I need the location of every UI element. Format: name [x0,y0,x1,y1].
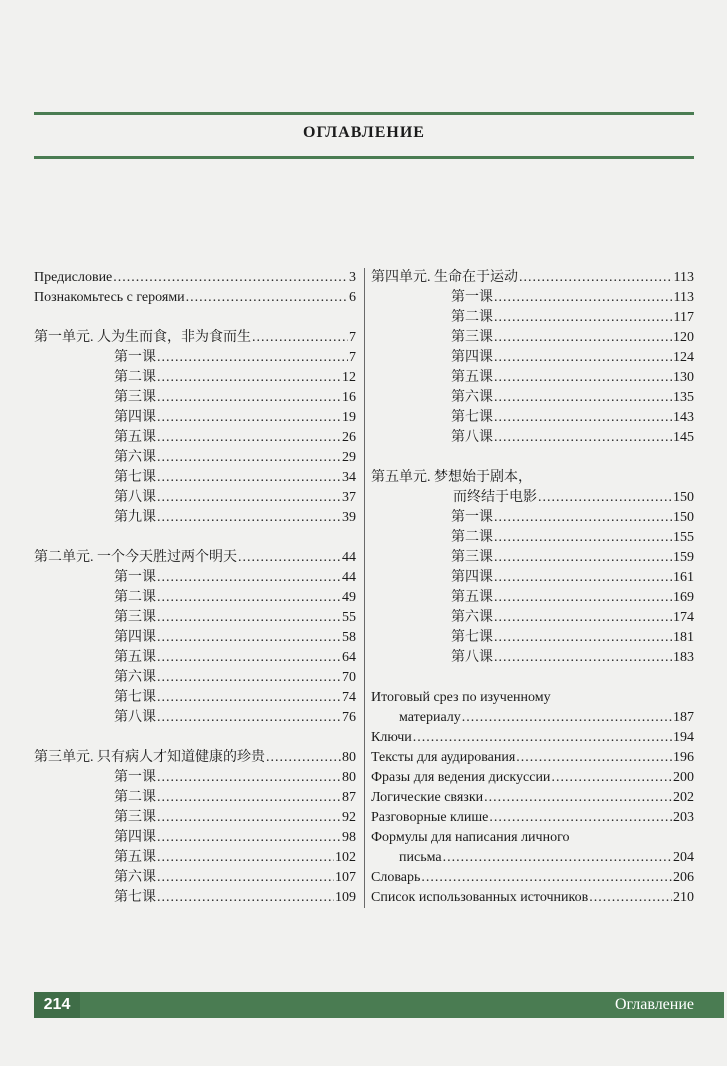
toc-entry[interactable] [34,548,356,568]
toc-entry-label: 第一课 [451,290,493,305]
leader-dots [494,328,672,348]
toc-entry[interactable] [371,628,694,648]
toc-entry-page: 80 [342,750,356,765]
toc-entry[interactable] [371,608,694,628]
toc-entry-label: 第六课 [114,450,156,465]
leader-dots [494,508,672,528]
toc-entry[interactable] [371,308,694,328]
toc-entry[interactable] [34,628,356,648]
footer-bar [34,992,724,1018]
toc-entry-page: 124 [673,350,694,365]
toc-entry-page: 196 [673,750,694,765]
toc-entry-label: 第二课 [114,790,156,805]
toc-entry[interactable] [371,788,694,808]
toc-entry[interactable] [34,328,356,348]
toc-entry-label: 第八课 [451,650,493,665]
toc-entry[interactable] [371,868,694,888]
toc-entry-label: 第三课 [114,810,156,825]
toc-right-column [371,268,694,908]
toc-entry[interactable] [34,588,356,608]
leader-dots [489,808,672,828]
toc-entry-label: 第一课 [114,350,156,365]
toc-entry-page: 202 [673,790,694,805]
toc-entry[interactable] [371,768,694,788]
toc-entry-page: 44 [342,570,356,585]
toc-entry-page: 7 [349,350,356,365]
toc-entry[interactable] [34,788,356,808]
toc-entry[interactable] [34,708,356,728]
leader-dots [494,368,672,388]
toc-entry[interactable] [371,328,694,348]
leader-dots [157,828,341,848]
toc-entry[interactable] [371,408,694,428]
toc-entry-page: 181 [673,630,694,645]
leader-dots [252,328,348,348]
toc-entry-page: 26 [342,430,356,445]
toc-entry-label: 第四单元. 生命在于运动 [371,270,518,285]
leader-dots [157,368,341,388]
toc-entry-page: 200 [673,770,694,785]
toc-entry[interactable] [371,368,694,388]
toc-entry-label: 第七课 [451,410,493,425]
toc-spacer [34,308,356,328]
toc-spacer [34,728,356,748]
leader-dots [494,588,672,608]
leader-dots [157,388,341,408]
toc-entry-page: 80 [342,770,356,785]
toc-entry-label: 第四课 [451,570,493,585]
leader-dots [494,308,673,328]
leader-dots [589,888,672,908]
toc-entry[interactable] [371,468,694,488]
leader-dots [157,408,341,428]
leader-dots [157,688,341,708]
leader-dots [484,788,672,808]
toc-entry-page: 206 [673,870,694,885]
leader-dots [462,708,672,728]
leader-dots [113,268,348,288]
leader-dots [157,468,341,488]
footer-page-number: 214 [34,992,80,1018]
toc-entry[interactable] [34,808,356,828]
toc-entry-page: 117 [673,310,694,325]
toc-entry-label: 第五课 [114,850,156,865]
leader-dots [494,388,672,408]
toc-entry[interactable] [34,868,356,888]
toc-entry-page: 7 [349,330,356,345]
leader-dots [157,628,341,648]
toc-entry-label: 第四课 [451,350,493,365]
leader-dots [494,288,673,308]
toc-entry-label: письма [399,850,442,865]
toc-entry-page: 155 [673,530,694,545]
toc-entry-page: 29 [342,450,356,465]
toc-spacer [371,668,694,688]
toc-entry[interactable] [371,808,694,828]
leader-dots [157,668,341,688]
toc-entry-label: Словарь [371,870,421,885]
toc-entry-label: Тексты для аудирования [371,750,516,765]
leader-dots [157,508,341,528]
leader-dots [494,548,672,568]
toc-entry-page: 98 [342,830,356,845]
toc-entry-page: 74 [342,690,356,705]
leader-dots [186,288,348,308]
toc-entry-label: 第一课 [114,570,156,585]
leader-dots [516,748,672,768]
toc-entry-label: 而终结于电影 [453,490,537,505]
toc-entry-label: 第六课 [451,610,493,625]
toc-entry-label: 第三课 [451,550,493,565]
leader-dots [421,868,672,888]
toc-entry[interactable] [371,728,694,748]
toc-entry-page: 187 [673,710,694,725]
toc-entry-label: 第九课 [114,510,156,525]
toc-entry[interactable] [34,668,356,688]
leader-dots [157,428,341,448]
toc-entry-page: 113 [673,290,694,305]
toc-entry-page: 64 [342,650,356,665]
leader-dots [157,788,341,808]
leader-dots [494,348,672,368]
leader-dots [413,728,672,748]
toc-entry[interactable] [34,508,356,528]
toc-entry-label: 第八课 [114,490,156,505]
toc-entry[interactable] [34,428,356,448]
toc-entry-label: Познакомьтесь с героями [34,290,185,305]
toc-entry-label: 第六课 [114,670,156,685]
toc-entry-label: 第三课 [114,610,156,625]
leader-dots [494,648,672,668]
footer-section-title: Оглавление [614,996,694,1013]
leader-dots [443,848,672,868]
toc-entry-page: 143 [673,410,694,425]
toc-entry-page: 203 [673,810,694,825]
toc-entry[interactable] [371,568,694,588]
toc-entry-label: 第五单元. 梦想始于剧本， [371,470,532,485]
toc-entry-page: 161 [673,570,694,585]
toc-entry-page: 145 [673,430,694,445]
leader-dots [157,768,341,788]
toc-entry-page: 210 [673,890,694,905]
toc-entry-label: 第一课 [451,510,493,525]
toc-entry[interactable] [34,848,356,868]
toc-entry[interactable] [371,748,694,768]
toc-entry-page: 92 [342,810,356,825]
toc-entry-label: 第七课 [114,470,156,485]
toc-entry-page: 3 [349,270,356,285]
toc-entry-label: 第四课 [114,830,156,845]
toc-entry-page: 12 [342,370,356,385]
toc-entry-label: 第三课 [114,390,156,405]
toc-entry-label: 第四课 [114,630,156,645]
leader-dots [157,888,334,908]
leader-dots [157,588,341,608]
toc-entry-page: 49 [342,590,356,605]
toc-entry[interactable] [371,388,694,408]
toc-entry[interactable] [371,348,694,368]
toc-entry-page: 6 [349,290,356,305]
toc-entry[interactable] [34,648,356,668]
toc-entry-page: 150 [673,510,694,525]
toc-entry-page: 58 [342,630,356,645]
leader-dots [157,648,341,668]
toc-entry-label: 第七课 [451,630,493,645]
toc-entry[interactable] [34,408,356,428]
toc-entry[interactable] [34,748,356,768]
toc-entry[interactable] [371,888,694,908]
leader-dots [494,568,672,588]
toc-entry-page: 204 [673,850,694,865]
toc-entry[interactable] [371,828,694,848]
toc-entry[interactable] [371,648,694,668]
toc-entry-label: 第五课 [114,650,156,665]
toc-entry-label: Предисловие [34,270,113,285]
toc-entry-label: Формулы для написания личного [371,830,570,845]
toc-entry[interactable] [371,288,694,308]
toc-entry-page: 174 [673,610,694,625]
toc-entry-label: 第三单元. 只有病人才知道健康的珍贵 [34,750,265,765]
toc-entry-label: 第八课 [451,430,493,445]
leader-dots [494,408,672,428]
toc-entry-label: Итоговый срез по изученному [371,690,551,705]
leader-dots [157,868,334,888]
toc-entry-page: 76 [342,710,356,725]
toc-entry-label: Логические связки [371,790,484,805]
toc-entry-label: 第四课 [114,410,156,425]
toc-entry-page: 183 [673,650,694,665]
toc-entry[interactable] [34,368,356,388]
toc-entry-page: 120 [673,330,694,345]
toc-entry[interactable] [371,428,694,448]
toc-entry-label: Ключи [371,730,412,745]
toc-entry-page: 107 [335,870,356,885]
leader-dots [157,808,341,828]
toc-entry[interactable] [34,388,356,408]
toc-entry-label: 第二课 [451,530,493,545]
toc-entry-page: 39 [342,510,356,525]
leader-dots [494,628,672,648]
toc-entry[interactable] [34,268,356,288]
toc-entry-page: 113 [673,270,694,285]
toc-entry-label: Список использованных источников [371,890,589,905]
toc-entry-page: 150 [673,490,694,505]
leader-dots [494,608,672,628]
leader-dots [157,708,341,728]
toc-left-column [34,268,356,908]
leader-dots [157,488,341,508]
toc-entry-page: 70 [342,670,356,685]
toc-entry-page: 44 [342,550,356,565]
toc-entry-label: 第五课 [451,590,493,605]
toc-entry-page: 87 [342,790,356,805]
toc-entry-label: 第五课 [114,430,156,445]
toc-entry-page: 16 [342,390,356,405]
leader-dots [551,768,672,788]
toc-entry-page: 135 [673,390,694,405]
toc-entry-label: 第二单元. 一个今天胜过两个明天 [34,550,237,565]
toc-entry[interactable] [34,828,356,848]
toc-entry[interactable] [34,288,356,308]
toc-entry-label: 第八课 [114,710,156,725]
toc-entry-label: 第六课 [114,870,156,885]
leader-dots [157,848,334,868]
toc-spacer [371,448,694,468]
toc-entry[interactable] [34,888,356,908]
toc-entry[interactable] [371,268,694,288]
toc-entry-label: Фразы для ведения дискуссии [371,770,551,785]
toc-entry-label: 第一课 [114,770,156,785]
toc-entry[interactable] [34,568,356,588]
toc-entry[interactable] [371,688,694,708]
toc-entry-page: 109 [335,890,356,905]
toc-entry-label: Разговорные клише [371,810,489,825]
leader-dots [494,428,672,448]
toc-entry-label: 第三课 [451,330,493,345]
title-underline [34,156,694,159]
toc-entry-page: 19 [342,410,356,425]
toc-entry[interactable] [34,688,356,708]
toc-entry-page: 34 [342,470,356,485]
leader-dots [266,748,341,768]
leader-dots [519,268,673,288]
toc-entry-label: 第二课 [451,310,493,325]
toc-entry-page: 169 [673,590,694,605]
toc-entry[interactable] [34,768,356,788]
toc-entry[interactable] [371,528,694,548]
toc-entry-label: 第二课 [114,590,156,605]
toc-entry-label: 第七课 [114,690,156,705]
toc-entry-page: 102 [335,850,356,865]
leader-dots [157,448,341,468]
toc-entry[interactable] [34,448,356,468]
toc-entry[interactable] [371,848,694,868]
top-rule [34,112,694,115]
toc-entry-label: 第六课 [451,390,493,405]
toc-entry-page: 194 [673,730,694,745]
toc-entry[interactable] [371,708,694,728]
leader-dots [157,568,341,588]
leader-dots [157,348,348,368]
toc-entry-page: 130 [673,370,694,385]
toc-entry[interactable] [34,348,356,368]
column-divider [364,268,365,908]
page-title: ОГЛАВЛЕНИЕ [303,124,425,141]
toc-entry[interactable] [34,608,356,628]
toc-spacer [34,528,356,548]
toc-entry-page: 159 [673,550,694,565]
toc-entry-label: материалу [399,710,461,725]
leader-dots [157,608,341,628]
toc-entry[interactable] [371,548,694,568]
toc-entry-label: 第七课 [114,890,156,905]
toc-entry-label: 第一单元. 人为生而食，非为食而生 [34,330,251,345]
leader-dots [538,488,672,508]
toc-entry-label: 第五课 [451,370,493,385]
toc-entry[interactable] [371,588,694,608]
toc-entry-label: 第二课 [114,370,156,385]
toc-entry[interactable] [371,488,694,508]
leader-dots [494,528,672,548]
leader-dots [238,548,341,568]
toc-entry[interactable] [34,468,356,488]
toc-entry-page: 37 [342,490,356,505]
toc-entry[interactable] [34,488,356,508]
toc-entry[interactable] [371,508,694,528]
toc-entry-page: 55 [342,610,356,625]
